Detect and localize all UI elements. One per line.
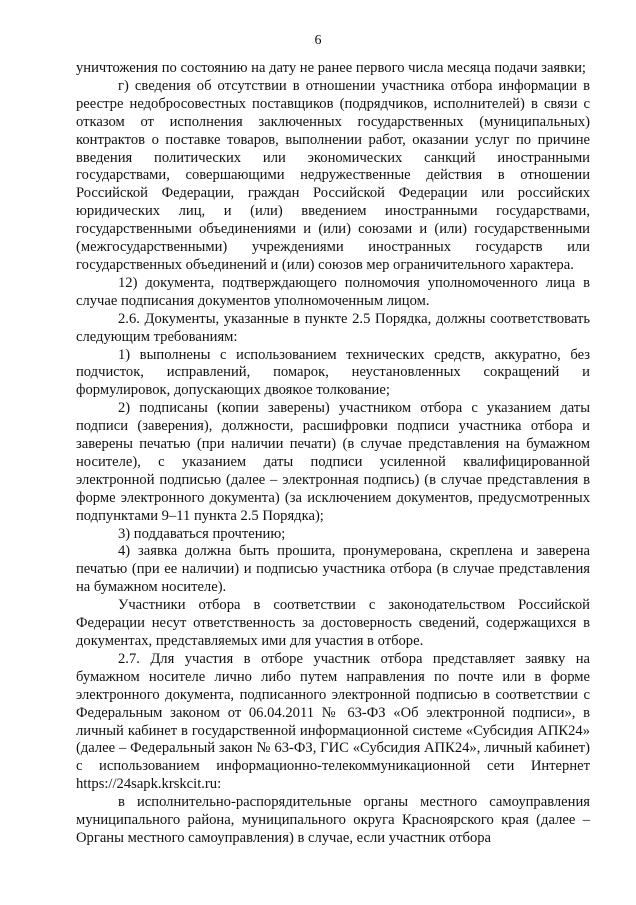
page-number: 6 — [314, 33, 322, 48]
document-body — [76, 60, 590, 848]
paragraph-requirement-4: 4) заявка должна быть прошита, пронумерована, скреплена и заверена печатью (при ее наличии) и подписью участника отбора (в случае представления на бумажном носителе). — [76, 543, 590, 596]
paragraph-local-authorities: в исполнительно-распорядительные органы местного самоуправления муниципального района, муниципального округа Красноярского края (далее – Органы местного самоуправления) в случае, если участник отбора — [76, 794, 590, 846]
paragraph-item-g: г) сведения об отсутствии в отношении участника отбора информации в реестре недобросовестных поставщиков (подрядчиков, исполнителей) в связи с отказом от исполнения заключенных государственных (муниципальных) контрактов о поставке товаров, выполнении работ, оказании услуг по причине введения политических или экономических санкций иностранными государствами, совершающими недружественные действия в отношении Российской Федерации, граждан Российской Федерации или российских юридических лиц, и (или) введением иностранными государствами, государственными объединениями и (или) союзами и (или) государственными (межгосударственными) учреждениями иностранных государств или государственных объединений и (или) союзов мер ограничительного характера. — [76, 77, 590, 273]
paragraph-section-2-7: 2.7. Для участия в отборе участник отбора представляет заявку на бумажном носителе лично либо путем направления по почте или в форме электронного документа, подписанного электронной подписью в соответствии с Федеральным законом от 06.04.2011 № 63-ФЗ «Об электронной подписи», в личный кабинет в государственной информационной системе «Субсидия АПК24» (далее – Федеральный закон № 63-ФЗ, ГИС «Субсидия АПК24», личный кабинет) с использованием информационно-телекоммуникационной сети Интернет https://24sapk.krskcit.ru: — [76, 650, 590, 793]
paragraph-requirement-3: 3) поддаваться прочтению; — [118, 525, 286, 542]
paragraph-continuation: уничтожения по состоянию на дату не ранее первого числа месяца подачи заявки; — [76, 60, 586, 76]
paragraph-item-12: 12) документа, подтверждающего полномочия уполномоченного лица в случае подписания документов уполномоченным лицом. — [76, 274, 590, 309]
paragraph-responsibility: Участники отбора в соответствии с законодательством Российской Федерации несут ответственность за достоверность сведений, содержащихся в документах, представляемых ими для участия в отборе. — [76, 597, 590, 649]
paragraph-requirement-2: 2) подписаны (копии заверены) участником отбора с указанием даты подписи (заверения), должности, расшифровки подписи участника отбора и заверены печатью (при наличии печати) (в случае представления на бумажном носителе), с указанием даты подписи усиленной квалифицированной электронной подписью (далее – электронная подпись) (в случае представления в форме электронного документа) (за исключением документов, предусмотренных подпунктами 9–11 пункта 2.5 Порядка); — [76, 400, 590, 524]
paragraph-requirement-1: 1) выполнены с использованием технических средств, аккуратно, без подчисток, исправлений, помарок, неустановленных сокращений и формулировок, допускающих двоякое толкование; — [76, 346, 590, 399]
paragraph-section-2-6: 2.6. Документы, указанные в пункте 2.5 Порядка, должны соответствовать следующим требованиям: — [76, 310, 590, 345]
